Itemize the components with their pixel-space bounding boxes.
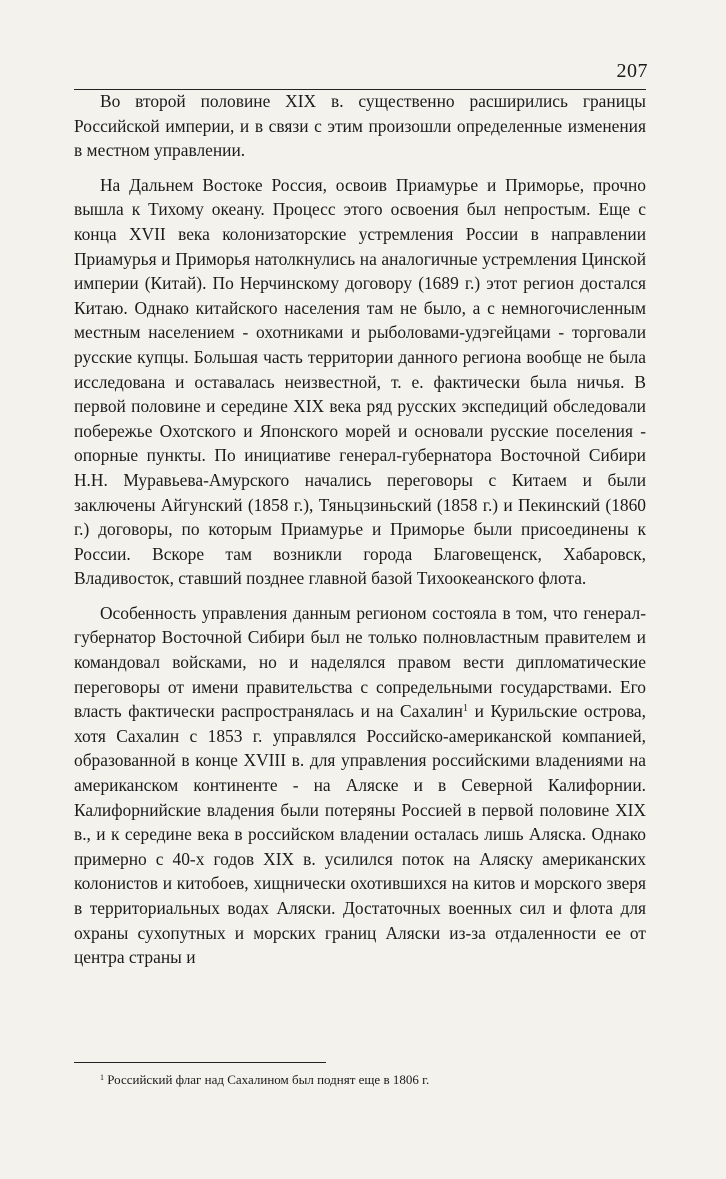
page-number: 207 <box>616 60 648 82</box>
paragraph-1: Во второй половине XIX в. существенно расширились границы Российской империи, и в связи с этим произошли определенные изменения в местном управлении. <box>74 91 646 161</box>
paragraph-3-start: Особенность управления данным регионом состояла в том, что генерал-губернатор Восточной Сибири был не только полновластным правителем и командовал войсками, но и наделялся правом вести дипломатические переговоры от имени правительства с сопредельными государствами. Его власть фактически распространялась и на Сахалин <box>74 602 646 722</box>
footnote-rule <box>74 1062 326 1063</box>
footnote <box>74 1071 646 1089</box>
footnote-reference: 1 <box>462 703 468 715</box>
paragraph-3 <box>74 601 646 970</box>
footnote-text: Российский флаг над Сахалином был поднят еще в 1806 г. <box>104 1072 430 1087</box>
paragraph-3-end: и Курильские острова, хотя Сахалин с 1853 г. управлялся Российско-американской компанией, образованной в конце XVIII в. для управления российскими владениями на американском континенте - на Аляске и в Северной Калифорнии. Калифорнийские владения были потеряны Россией в первой половине XIX в., и к середине века в российском владении осталась лишь Аляска. Однако примерно с 40-х годов XIX в. усилился поток на Аляску американских колонистов и китобоев, хищнически охотившихся на китов и морского зверя в территориальных водах Аляски. Достаточных военных сил и флота для охраны сухопутных и морских границ Аляски из-за отдаленности ее от центра страны и <box>74 701 646 968</box>
body-text <box>74 89 646 970</box>
paragraph-2: На Дальнем Востоке Россия, освоив Приамурье и Приморье, прочно вышла к Тихому океану. Процесс этого освоения был непростым. Еще с конца XVII века колонизаторские устремления России в направлении Приамурья и Приморья натолкнулись на аналогичные устремления Цинской империи (Китай). По Нерчинскому договору (1689 г.) этот регион достался Китаю. Однако китайского населения там не было, а с немногочисленным местным населением - охотниками и рыболовами-удэгейцами - торговали русские купцы. Большая часть территории данного региона вообще не была исследована и оставалась неизвестной, т. е. фактически была ничья. В первой половине и середине XIX века ряд русских экспедиций обследовали побережье Охотского и Японского морей и основали русские поселения - опорные пункты. По инициативе генерал-губернатора Восточной Сибири Н.Н. Муравьева-Амурского начались переговоры с Китаем и были заключены Айгунский (1858 г.), Тяньцзиньский (1858 г.) и Пекинский (1860 г.) договоры, по которым Приамурье и Приморье были присоединены к России. Вскоре там возникли города Благовещенск, Хабаровск, Владивосток, ставший позднее главной базой Тихоокеанского флота. <box>74 174 646 589</box>
footnote-mark: 1 <box>100 1073 104 1082</box>
